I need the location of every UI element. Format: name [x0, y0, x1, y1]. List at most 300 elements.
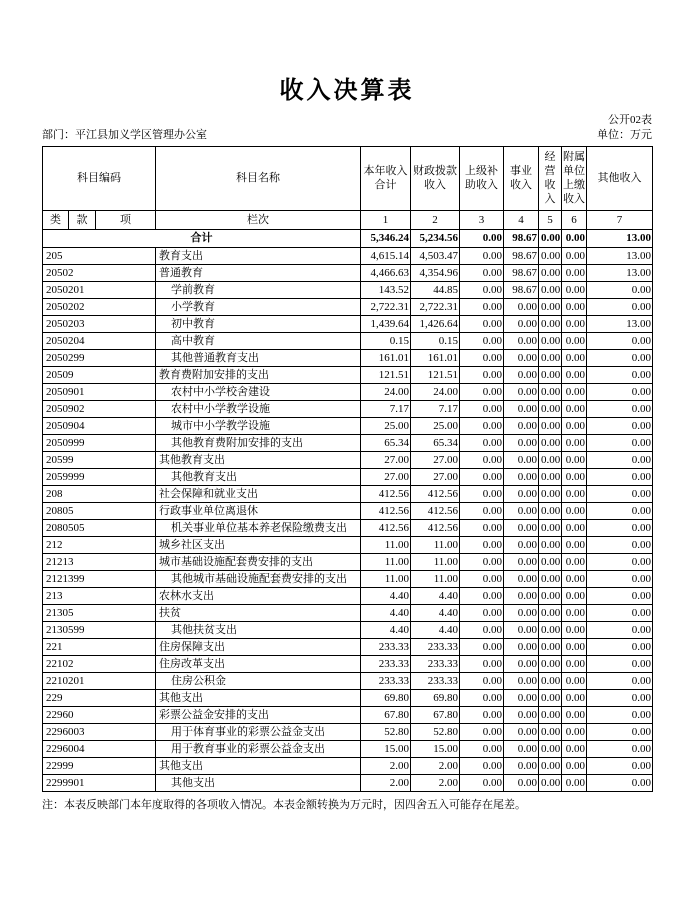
- value-cell: 0.00: [504, 350, 539, 367]
- value-cell: 161.01: [361, 350, 411, 367]
- value-cell: 0.00: [460, 537, 504, 554]
- value-cell: 0.00: [504, 469, 539, 486]
- subject-name-cell: 高中教育: [156, 333, 361, 350]
- value-cell: 1,439.64: [361, 316, 411, 333]
- table-row: [43, 469, 653, 486]
- value-cell: 2.00: [361, 758, 411, 775]
- value-cell: 0.00: [562, 537, 587, 554]
- subject-name-cell: 行政事业单位离退休: [156, 503, 361, 520]
- header-row-main: [43, 147, 653, 211]
- value-cell: 0.00: [539, 418, 562, 435]
- value-cell: 0.00: [539, 503, 562, 520]
- value-cell: 0.00: [539, 384, 562, 401]
- value-cell: 0.00: [539, 758, 562, 775]
- value-cell: 0.00: [562, 707, 587, 724]
- value-cell: 27.00: [361, 469, 411, 486]
- column-number: 6: [562, 211, 587, 230]
- value-cell: 0.00: [587, 724, 653, 741]
- value-cell: 0.00: [460, 707, 504, 724]
- total-value: 0.00: [460, 230, 504, 248]
- table-row: [43, 350, 653, 367]
- value-cell: 0.00: [539, 571, 562, 588]
- value-cell: 0.00: [562, 486, 587, 503]
- subject-name-cell: 初中教育: [156, 316, 361, 333]
- value-cell: 0.00: [587, 588, 653, 605]
- subject-code-cell: 2050901: [43, 384, 156, 401]
- subject-name-cell: 普通教育: [156, 265, 361, 282]
- value-cell: 0.00: [504, 571, 539, 588]
- value-cell: 233.33: [411, 673, 460, 690]
- value-cell: 0.00: [539, 248, 562, 265]
- value-cell: 0.00: [539, 707, 562, 724]
- value-cell: 52.80: [411, 724, 460, 741]
- value-cell: 69.80: [361, 690, 411, 707]
- value-cell: 0.00: [460, 503, 504, 520]
- value-cell: 412.56: [411, 520, 460, 537]
- value-cell: 0.00: [562, 418, 587, 435]
- subject-code-cell: 2050299: [43, 350, 156, 367]
- subject-code-cell: 2299901: [43, 775, 156, 792]
- value-cell: 0.00: [562, 469, 587, 486]
- subject-name-cell: 其他扶贫支出: [156, 622, 361, 639]
- subject-code-cell: 20599: [43, 452, 156, 469]
- subject-code-cell: 2059999: [43, 469, 156, 486]
- value-cell: 13.00: [587, 248, 653, 265]
- value-cell: 0.00: [587, 469, 653, 486]
- subject-code-cell: 21305: [43, 605, 156, 622]
- value-cell: 0.00: [587, 707, 653, 724]
- value-cell: 0.00: [539, 520, 562, 537]
- subject-name-cell: 城市中小学教学设施: [156, 418, 361, 435]
- subject-code-cell: 2050999: [43, 435, 156, 452]
- header-col-affiliated-unit-turnover: 附属单位上缴收入: [562, 147, 587, 211]
- subject-name-cell: 彩票公益金安排的支出: [156, 707, 361, 724]
- value-cell: 0.00: [504, 673, 539, 690]
- income-final-accounts-table: [42, 146, 653, 792]
- value-cell: 0.00: [539, 588, 562, 605]
- table-row: [43, 299, 653, 316]
- subject-code-cell: 2210201: [43, 673, 156, 690]
- value-cell: 0.00: [504, 316, 539, 333]
- value-cell: 2,722.31: [411, 299, 460, 316]
- subject-code-cell: 2296003: [43, 724, 156, 741]
- value-cell: 4,466.63: [361, 265, 411, 282]
- table-row: [43, 656, 653, 673]
- value-cell: 0.00: [460, 775, 504, 792]
- value-cell: 0.00: [504, 401, 539, 418]
- table-row: [43, 401, 653, 418]
- header-col-total-income: 本年收入合计: [361, 147, 411, 211]
- column-number: 4: [504, 211, 539, 230]
- value-cell: 0.00: [504, 724, 539, 741]
- value-cell: 0.00: [562, 741, 587, 758]
- subject-name-cell: 用于教育事业的彩票公益金支出: [156, 741, 361, 758]
- subject-name-cell: 其他支出: [156, 775, 361, 792]
- value-cell: 0.00: [460, 384, 504, 401]
- value-cell: 0.00: [562, 401, 587, 418]
- value-cell: 0.00: [587, 571, 653, 588]
- value-cell: 15.00: [361, 741, 411, 758]
- value-cell: 143.52: [361, 282, 411, 299]
- subject-code-cell: 229: [43, 690, 156, 707]
- value-cell: 25.00: [361, 418, 411, 435]
- value-cell: 0.00: [539, 656, 562, 673]
- value-cell: 233.33: [361, 656, 411, 673]
- value-cell: 0.00: [504, 639, 539, 656]
- value-cell: 412.56: [361, 486, 411, 503]
- value-cell: 13.00: [587, 265, 653, 282]
- value-cell: 0.00: [504, 622, 539, 639]
- value-cell: 0.00: [587, 605, 653, 622]
- value-cell: 0.00: [460, 639, 504, 656]
- value-cell: 161.01: [411, 350, 460, 367]
- value-cell: 0.00: [562, 316, 587, 333]
- value-cell: 0.00: [562, 588, 587, 605]
- value-cell: 0.00: [562, 333, 587, 350]
- value-cell: 0.00: [539, 690, 562, 707]
- value-cell: 233.33: [411, 656, 460, 673]
- meta-line: [42, 128, 652, 142]
- subject-code-cell: 22999: [43, 758, 156, 775]
- table-row: [43, 503, 653, 520]
- value-cell: 0.00: [539, 367, 562, 384]
- value-cell: 27.00: [411, 469, 460, 486]
- subject-name-cell: 机关事业单位基本养老保险缴费支出: [156, 520, 361, 537]
- value-cell: 0.00: [562, 299, 587, 316]
- subject-code-cell: 2050202: [43, 299, 156, 316]
- value-cell: 0.00: [504, 758, 539, 775]
- value-cell: 7.17: [411, 401, 460, 418]
- department-label: 部门：平江县加义学区管理办公室: [42, 129, 207, 142]
- value-cell: 0.00: [539, 435, 562, 452]
- value-cell: 11.00: [361, 554, 411, 571]
- table-row: [43, 384, 653, 401]
- value-cell: 0.00: [587, 520, 653, 537]
- value-cell: 0.00: [562, 622, 587, 639]
- subject-name-cell: 用于体育事业的彩票公益金支出: [156, 724, 361, 741]
- subject-code-cell: 221: [43, 639, 156, 656]
- subject-name-cell: 其他普通教育支出: [156, 350, 361, 367]
- subject-name-cell: 其他教育支出: [156, 469, 361, 486]
- value-cell: 98.67: [504, 248, 539, 265]
- value-cell: 0.00: [539, 775, 562, 792]
- value-cell: 0.00: [587, 673, 653, 690]
- table-row: [43, 367, 653, 384]
- subject-name-cell: 农村中小学教学设施: [156, 401, 361, 418]
- value-cell: 0.00: [504, 486, 539, 503]
- header-col-other-income: 其他收入: [587, 147, 653, 211]
- column-number: 1: [361, 211, 411, 230]
- value-cell: 0.00: [562, 282, 587, 299]
- table-row: [43, 707, 653, 724]
- column-number: 3: [460, 211, 504, 230]
- value-cell: 0.00: [504, 690, 539, 707]
- value-cell: 7.17: [361, 401, 411, 418]
- column-number: 5: [539, 211, 562, 230]
- value-cell: 0.00: [539, 299, 562, 316]
- value-cell: 0.00: [587, 554, 653, 571]
- value-cell: 0.00: [460, 520, 504, 537]
- value-cell: 11.00: [411, 537, 460, 554]
- subject-code-cell: 205: [43, 248, 156, 265]
- value-cell: 4.40: [361, 605, 411, 622]
- value-cell: 0.15: [361, 333, 411, 350]
- value-cell: 0.00: [504, 452, 539, 469]
- value-cell: 0.00: [460, 350, 504, 367]
- value-cell: 0.00: [587, 452, 653, 469]
- total-value: 98.67: [504, 230, 539, 248]
- value-cell: 67.80: [411, 707, 460, 724]
- value-cell: 0.00: [539, 350, 562, 367]
- table-row: [43, 758, 653, 775]
- value-cell: 0.00: [587, 690, 653, 707]
- value-cell: 0.00: [562, 350, 587, 367]
- header-col-section: 款: [69, 211, 96, 230]
- value-cell: 0.00: [562, 758, 587, 775]
- subject-name-cell: 社会保障和就业支出: [156, 486, 361, 503]
- table-row: [43, 520, 653, 537]
- value-cell: 0.00: [504, 537, 539, 554]
- value-cell: 0.00: [460, 486, 504, 503]
- value-cell: 4,354.96: [411, 265, 460, 282]
- value-cell: 0.00: [562, 503, 587, 520]
- table-row: [43, 333, 653, 350]
- table-row: [43, 639, 653, 656]
- value-cell: 0.00: [460, 435, 504, 452]
- value-cell: 0.00: [460, 758, 504, 775]
- subject-code-cell: 2050904: [43, 418, 156, 435]
- value-cell: 24.00: [411, 384, 460, 401]
- value-cell: 0.15: [411, 333, 460, 350]
- table-row: [43, 622, 653, 639]
- subject-code-cell: 2130599: [43, 622, 156, 639]
- lane-label: 栏次: [156, 211, 361, 230]
- total-value: 0.00: [539, 230, 562, 248]
- value-cell: 25.00: [411, 418, 460, 435]
- value-cell: 0.00: [460, 622, 504, 639]
- table-row: [43, 265, 653, 282]
- value-cell: 0.00: [504, 656, 539, 673]
- value-cell: 0.00: [460, 690, 504, 707]
- value-cell: 0.00: [562, 452, 587, 469]
- value-cell: 412.56: [361, 520, 411, 537]
- value-cell: 0.00: [504, 588, 539, 605]
- value-cell: 0.00: [460, 724, 504, 741]
- subject-code-cell: 212: [43, 537, 156, 554]
- value-cell: 121.51: [361, 367, 411, 384]
- value-cell: 0.00: [587, 486, 653, 503]
- value-cell: 0.00: [460, 418, 504, 435]
- value-cell: 69.80: [411, 690, 460, 707]
- value-cell: 0.00: [562, 690, 587, 707]
- value-cell: 0.00: [587, 622, 653, 639]
- value-cell: 1,426.64: [411, 316, 460, 333]
- value-cell: 0.00: [539, 639, 562, 656]
- value-cell: 0.00: [562, 248, 587, 265]
- value-cell: 11.00: [361, 537, 411, 554]
- value-cell: 0.00: [504, 299, 539, 316]
- value-cell: 0.00: [587, 350, 653, 367]
- value-cell: 4.40: [411, 588, 460, 605]
- subject-code-cell: 22102: [43, 656, 156, 673]
- value-cell: 2.00: [411, 758, 460, 775]
- table-row: [43, 248, 653, 265]
- subject-code-cell: 2050203: [43, 316, 156, 333]
- subject-name-cell: 其他支出: [156, 690, 361, 707]
- value-cell: 0.00: [562, 724, 587, 741]
- value-cell: 0.00: [587, 401, 653, 418]
- value-cell: 0.00: [460, 554, 504, 571]
- value-cell: 0.00: [460, 401, 504, 418]
- value-cell: 0.00: [587, 537, 653, 554]
- value-cell: 0.00: [562, 639, 587, 656]
- value-cell: 0.00: [539, 265, 562, 282]
- value-cell: 0.00: [539, 724, 562, 741]
- subject-name-cell: 住房公积金: [156, 673, 361, 690]
- value-cell: 0.00: [562, 554, 587, 571]
- value-cell: 0.00: [504, 384, 539, 401]
- value-cell: 0.00: [562, 571, 587, 588]
- value-cell: 27.00: [361, 452, 411, 469]
- table-code-label: 公开02表: [608, 114, 652, 126]
- value-cell: 0.00: [587, 333, 653, 350]
- subject-name-cell: 扶贫: [156, 605, 361, 622]
- subject-code-cell: 2296004: [43, 741, 156, 758]
- value-cell: 0.00: [460, 571, 504, 588]
- value-cell: 233.33: [361, 673, 411, 690]
- value-cell: 0.00: [587, 367, 653, 384]
- table-row: [43, 588, 653, 605]
- value-cell: 2,722.31: [361, 299, 411, 316]
- value-cell: 4.40: [411, 622, 460, 639]
- header-subject-name: 科目名称: [156, 147, 361, 211]
- subject-name-cell: 其他城市基础设施配套费安排的支出: [156, 571, 361, 588]
- value-cell: 0.00: [587, 282, 653, 299]
- subject-name-cell: 城市基础设施配套费安排的支出: [156, 554, 361, 571]
- subject-code-cell: 20805: [43, 503, 156, 520]
- value-cell: 412.56: [361, 503, 411, 520]
- table-row: [43, 452, 653, 469]
- value-cell: 0.00: [460, 588, 504, 605]
- subject-code-cell: 2050204: [43, 333, 156, 350]
- value-cell: 0.00: [460, 741, 504, 758]
- table-row: [43, 690, 653, 707]
- subject-name-cell: 其他支出: [156, 758, 361, 775]
- value-cell: 0.00: [562, 520, 587, 537]
- value-cell: 27.00: [411, 452, 460, 469]
- value-cell: 0.00: [587, 775, 653, 792]
- value-cell: 0.00: [539, 452, 562, 469]
- value-cell: 11.00: [411, 571, 460, 588]
- total-value: 13.00: [587, 230, 653, 248]
- value-cell: 0.00: [539, 605, 562, 622]
- value-cell: 0.00: [587, 299, 653, 316]
- value-cell: 0.00: [539, 316, 562, 333]
- value-cell: 0.00: [460, 333, 504, 350]
- header-col-superior-subsidy: 上级补助收入: [460, 147, 504, 211]
- value-cell: 0.00: [460, 605, 504, 622]
- table-row: [43, 775, 653, 792]
- value-cell: 0.00: [460, 469, 504, 486]
- table-row: [43, 486, 653, 503]
- value-cell: 0.00: [504, 367, 539, 384]
- header-col-item: 项: [96, 211, 156, 230]
- value-cell: 0.00: [539, 282, 562, 299]
- value-cell: 0.00: [504, 707, 539, 724]
- subject-name-cell: 农村中小学校舍建设: [156, 384, 361, 401]
- value-cell: 0.00: [504, 775, 539, 792]
- header-col-fiscal-appropriation: 财政拨款收入: [411, 147, 460, 211]
- value-cell: 0.00: [504, 418, 539, 435]
- subject-name-cell: 学前教育: [156, 282, 361, 299]
- table-row: [43, 724, 653, 741]
- value-cell: 0.00: [562, 384, 587, 401]
- value-cell: 4.40: [411, 605, 460, 622]
- value-cell: 0.00: [504, 435, 539, 452]
- value-cell: 67.80: [361, 707, 411, 724]
- value-cell: 98.67: [504, 265, 539, 282]
- value-cell: 233.33: [361, 639, 411, 656]
- value-cell: 0.00: [504, 605, 539, 622]
- subject-code-cell: 2121399: [43, 571, 156, 588]
- total-value: 0.00: [562, 230, 587, 248]
- value-cell: 0.00: [562, 775, 587, 792]
- value-cell: 0.00: [539, 469, 562, 486]
- value-cell: 0.00: [587, 503, 653, 520]
- subject-name-cell: 其他教育支出: [156, 452, 361, 469]
- value-cell: 0.00: [504, 741, 539, 758]
- value-cell: 0.00: [539, 673, 562, 690]
- total-value: 5,346.24: [361, 230, 411, 248]
- value-cell: 0.00: [539, 741, 562, 758]
- value-cell: 121.51: [411, 367, 460, 384]
- subject-code-cell: 20502: [43, 265, 156, 282]
- value-cell: 65.34: [361, 435, 411, 452]
- header-col-business-income: 事业收入: [504, 147, 539, 211]
- value-cell: 0.00: [587, 418, 653, 435]
- total-value: 5,234.56: [411, 230, 460, 248]
- subject-name-cell: 教育费附加安排的支出: [156, 367, 361, 384]
- header-col-operating-income: 经营收入: [539, 147, 562, 211]
- table-row: [43, 418, 653, 435]
- value-cell: 0.00: [504, 503, 539, 520]
- subject-code-cell: 208: [43, 486, 156, 503]
- value-cell: 2.00: [361, 775, 411, 792]
- value-cell: 0.00: [587, 639, 653, 656]
- value-cell: 4.40: [361, 588, 411, 605]
- value-cell: 0.00: [587, 758, 653, 775]
- subject-code-cell: 213: [43, 588, 156, 605]
- table-row: [43, 282, 653, 299]
- value-cell: 0.00: [587, 741, 653, 758]
- subject-code-cell: 20509: [43, 367, 156, 384]
- value-cell: 0.00: [460, 282, 504, 299]
- value-cell: 412.56: [411, 503, 460, 520]
- table-row: [43, 316, 653, 333]
- value-cell: 0.00: [587, 656, 653, 673]
- value-cell: 0.00: [539, 554, 562, 571]
- value-cell: 15.00: [411, 741, 460, 758]
- value-cell: 0.00: [562, 673, 587, 690]
- value-cell: 4.40: [361, 622, 411, 639]
- table-row: [43, 571, 653, 588]
- value-cell: 0.00: [539, 537, 562, 554]
- value-cell: 0.00: [504, 554, 539, 571]
- column-number: 2: [411, 211, 460, 230]
- total-row: [43, 230, 653, 248]
- value-cell: 0.00: [460, 367, 504, 384]
- table-row: [43, 673, 653, 690]
